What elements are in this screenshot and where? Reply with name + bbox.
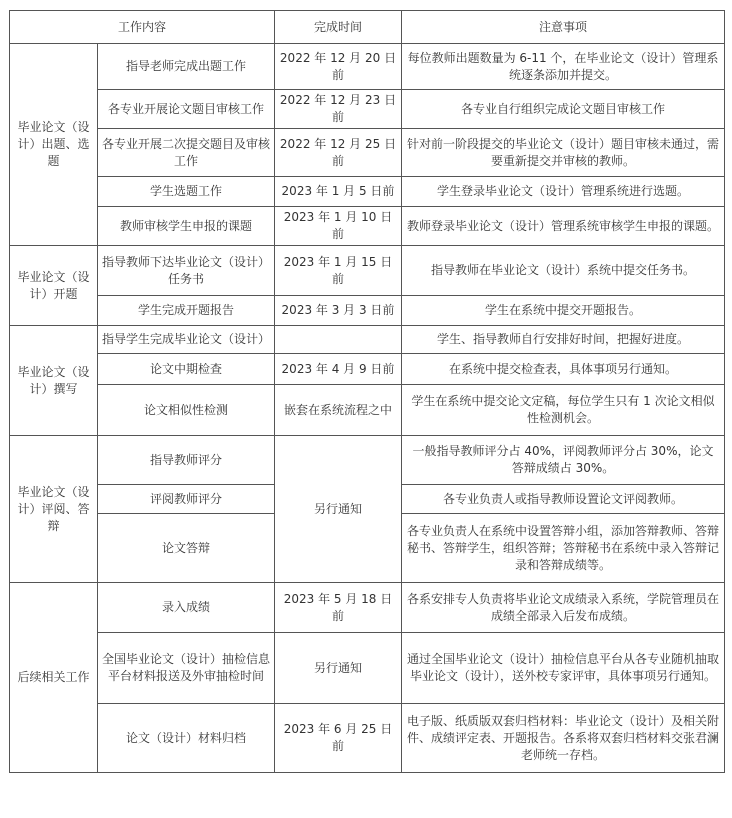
notes-cell: 一般指导教师评分占 40%，评阅教师评分占 30%，论文答辩成绩占 30%。 (402, 436, 725, 485)
header-notes: 注意事项 (402, 11, 725, 44)
deadline-cell: 2023 年 1 月 10 日前 (275, 207, 402, 246)
table-row (10, 385, 725, 436)
deadline-cell: 另行通知 (275, 633, 402, 704)
deadline-cell: 2023 年 3 月 3 日前 (275, 296, 402, 326)
notes-cell: 指导教师在毕业论文（设计）系统中提交任务书。 (402, 246, 725, 296)
task-cell: 指导教师下达毕业论文（设计）任务书 (98, 246, 275, 296)
task-cell: 指导教师评分 (98, 436, 275, 485)
deadline-cell: 2023 年 4 月 9 日前 (275, 354, 402, 385)
task-cell: 指导学生完成毕业论文（设计） (98, 326, 275, 354)
task-cell: 各专业开展二次提交题目及审核工作 (98, 129, 275, 177)
notes-cell: 各系安排专人负责将毕业论文成绩录入系统，学院管理员在成绩全部录入后发布成绩。 (402, 583, 725, 633)
table-row (10, 354, 725, 385)
table-row (10, 44, 725, 90)
header-row (10, 11, 725, 44)
task-cell: 论文相似性检测 (98, 385, 275, 436)
task-cell: 全国毕业论文（设计）抽检信息平台材料报送及外审抽检时间 (98, 633, 275, 704)
notes-cell: 各专业负责人或指导教师设置论文评阅教师。 (402, 485, 725, 514)
deadline-cell: 2023 年 5 月 18 日前 (275, 583, 402, 633)
category-cell: 毕业论文（设计）撰写 (10, 326, 98, 436)
table-row (10, 436, 725, 485)
table-row (10, 246, 725, 296)
table-row (10, 583, 725, 633)
deadline-cell (275, 326, 402, 354)
schedule-table (9, 10, 725, 773)
notes-cell: 针对前一阶段提交的毕业论文（设计）题目审核未通过，需要重新提交并审核的教师。 (402, 129, 725, 177)
deadline-cell: 2023 年 1 月 5 日前 (275, 177, 402, 207)
deadline-cell: 2022 年 12 月 23 日前 (275, 90, 402, 129)
table-row (10, 704, 725, 773)
task-cell: 论文答辩 (98, 514, 275, 583)
header-deadline: 完成时间 (275, 11, 402, 44)
task-cell: 评阅教师评分 (98, 485, 275, 514)
notes-cell: 各专业自行组织完成论文题目审核工作 (402, 90, 725, 129)
deadline-cell: 2022 年 12 月 20 日前 (275, 44, 402, 90)
notes-cell: 在系统中提交检查表，具体事项另行通知。 (402, 354, 725, 385)
category-cell: 毕业论文（设计）出题、选题 (10, 44, 98, 246)
task-cell: 教师审核学生申报的课题 (98, 207, 275, 246)
table-row (10, 296, 725, 326)
table-row (10, 129, 725, 177)
category-cell: 毕业论文（设计）评阅、答辩 (10, 436, 98, 583)
table-row (10, 177, 725, 207)
task-cell: 学生选题工作 (98, 177, 275, 207)
deadline-cell: 嵌套在系统流程之中 (275, 385, 402, 436)
header-work-content: 工作内容 (10, 11, 275, 44)
notes-cell: 通过全国毕业论文（设计）抽检信息平台从各专业随机抽取毕业论文（设计），送外校专家评审，具体事项另行通知。 (402, 633, 725, 704)
notes-cell: 学生在系统中提交开题报告。 (402, 296, 725, 326)
table-row (10, 633, 725, 704)
task-cell: 指导老师完成出题工作 (98, 44, 275, 90)
category-cell: 毕业论文（设计）开题 (10, 246, 98, 326)
deadline-cell: 另行通知 (275, 436, 402, 583)
table-row (10, 326, 725, 354)
notes-cell: 教师登录毕业论文（设计）管理系统审核学生申报的课题。 (402, 207, 725, 246)
task-cell: 学生完成开题报告 (98, 296, 275, 326)
category-cell: 后续相关工作 (10, 583, 98, 773)
table-row (10, 90, 725, 129)
notes-cell: 各专业负责人在系统中设置答辩小组，添加答辩教师、答辩秘书、答辩学生，组织答辩；答辩秘书在系统中录入答辩记录和答辩成绩等。 (402, 514, 725, 583)
task-cell: 各专业开展论文题目审核工作 (98, 90, 275, 129)
notes-cell: 电子版、纸质版双套归档材料：毕业论文（设计）及相关附件、成绩评定表、开题报告。各系将双套归档材料交张君澜老师统一存档。 (402, 704, 725, 773)
task-cell: 论文中期检查 (98, 354, 275, 385)
deadline-cell: 2023 年 6 月 25 日前 (275, 704, 402, 773)
notes-cell: 学生登录毕业论文（设计）管理系统进行选题。 (402, 177, 725, 207)
notes-cell: 学生、指导教师自行安排好时间，把握好进度。 (402, 326, 725, 354)
table-row (10, 207, 725, 246)
notes-cell: 学生在系统中提交论文定稿，每位学生只有 1 次论文相似性检测机会。 (402, 385, 725, 436)
task-cell: 录入成绩 (98, 583, 275, 633)
notes-cell: 每位教师出题数量为 6-11 个，在毕业论文（设计）管理系统逐条添加并提交。 (402, 44, 725, 90)
task-cell: 论文（设计）材料归档 (98, 704, 275, 773)
deadline-cell: 2022 年 12 月 25 日前 (275, 129, 402, 177)
deadline-cell: 2023 年 1 月 15 日前 (275, 246, 402, 296)
